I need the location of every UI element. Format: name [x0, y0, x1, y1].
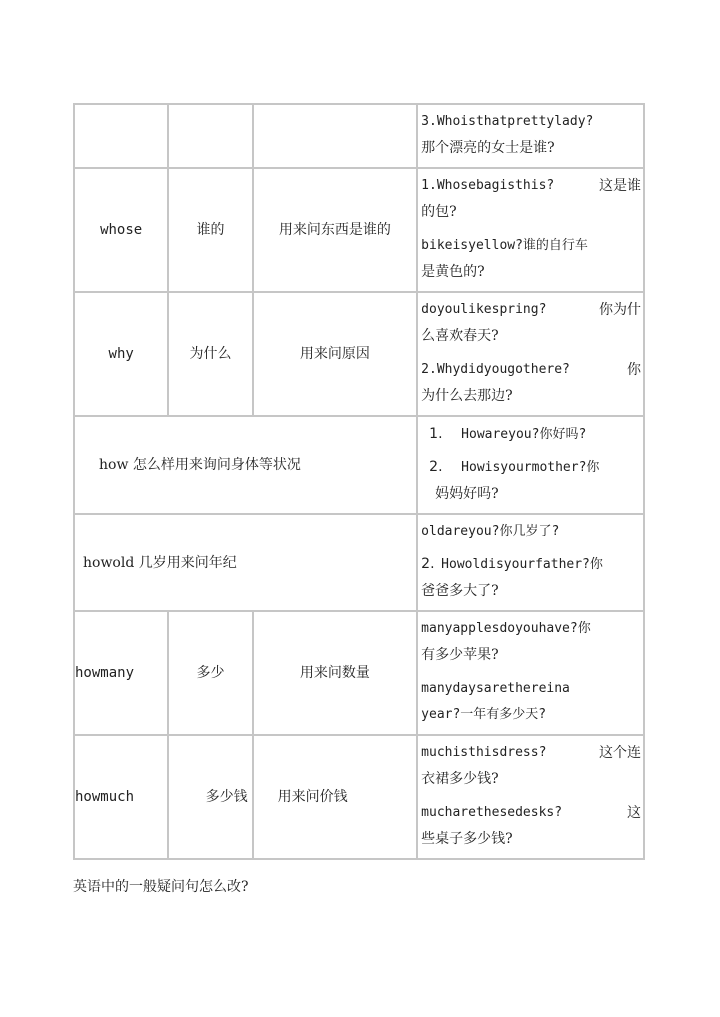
- example-en: Howareyou?你好吗?: [461, 427, 587, 442]
- example-en: Howoldisyourfather?你: [441, 557, 603, 572]
- example-zh: 这是谁: [599, 178, 641, 194]
- example-line: [421, 421, 641, 448]
- example-cell: [417, 104, 644, 168]
- word-cell: whose: [74, 168, 168, 292]
- example-zh: 你: [627, 362, 641, 378]
- example-en: Howisyourmother?你: [461, 460, 600, 475]
- word-cell: [74, 104, 168, 168]
- example-line: 有多少苹果?: [421, 647, 499, 663]
- example-cell: [417, 416, 644, 514]
- question-words-table: [73, 103, 645, 860]
- example-line: 那个漂亮的女士是谁?: [421, 140, 555, 156]
- meaning-cell: 为什么: [168, 292, 252, 416]
- usage-cell: 用来问数量: [253, 611, 418, 735]
- example-line: [421, 740, 641, 766]
- example-line: year?一年有多少天?: [421, 707, 547, 722]
- example-line: 3.Whoisthatprettylady?: [421, 114, 594, 129]
- example-line: oldareyou?你几岁了?: [421, 524, 560, 539]
- example-en: 1.Whosebagisthis?: [421, 178, 555, 193]
- table-row: [74, 104, 644, 168]
- meaning-cell: [168, 104, 252, 168]
- example-number: 2.: [429, 459, 443, 475]
- merged-cell: [74, 416, 417, 514]
- merged-cell: [74, 514, 417, 611]
- example-line: 妈妈好吗?: [435, 486, 499, 502]
- meaning-cell: 多少: [168, 611, 252, 735]
- table-row: [74, 514, 644, 611]
- example-line: manydaysarethereina: [421, 681, 570, 696]
- merged-text: howold 几岁用来问年纪: [83, 554, 237, 571]
- usage-cell: 用来问东西是谁的: [253, 168, 418, 292]
- example-line: [421, 173, 641, 199]
- example-zh: 这: [627, 805, 641, 821]
- example-line: [421, 297, 641, 323]
- table-row: [74, 611, 644, 735]
- example-cell: [417, 168, 644, 292]
- example-line: [421, 454, 641, 481]
- example-zh: 你为什: [599, 302, 641, 318]
- table-row: [74, 292, 644, 416]
- word-cell: howmuch: [74, 735, 168, 859]
- example-line: manyapplesdoyouhave?你: [421, 621, 591, 636]
- example-line: 些桌子多少钱?: [421, 831, 513, 847]
- example-line: 爸爸多大了?: [421, 583, 499, 599]
- section-question: 英语中的一般疑问句怎么改?: [73, 879, 249, 895]
- usage-cell: 用来问原因: [253, 292, 418, 416]
- example-line: 的包?: [421, 204, 457, 220]
- example-cell: [417, 514, 644, 611]
- example-line: 衣裙多少钱?: [421, 771, 499, 787]
- meaning-cell: 多少钱: [168, 735, 252, 859]
- example-number: 1.: [429, 426, 443, 442]
- example-zh: 这个连: [599, 745, 641, 761]
- example-cell: [417, 292, 644, 416]
- meaning-cell: 谁的: [168, 168, 252, 292]
- example-line: 为什么去那边?: [421, 388, 513, 404]
- example-line: 么喜欢春天?: [421, 328, 499, 344]
- word-cell: howmany: [74, 611, 168, 735]
- usage-cell: [253, 104, 418, 168]
- table-row: [74, 168, 644, 292]
- table-row: [74, 416, 644, 514]
- usage-cell: 用来问价钱: [253, 735, 418, 859]
- example-en: 2.Whydidyougothere?: [421, 362, 570, 377]
- example-line: bikeisyellow?谁的自行车: [421, 238, 588, 253]
- merged-text: how 怎么样用来询问身体等状况: [99, 457, 301, 473]
- example-number: 2.: [421, 556, 435, 572]
- example-line: 是黄色的?: [421, 264, 485, 280]
- table-row: [74, 735, 644, 859]
- word-cell: why: [74, 292, 168, 416]
- example-line: [421, 357, 641, 383]
- example-en: mucharethesedesks?: [421, 805, 563, 820]
- example-en: muchisthisdress?: [421, 745, 547, 760]
- example-line: [421, 800, 641, 826]
- example-line: [421, 551, 641, 578]
- example-cell: [417, 735, 644, 859]
- example-en: doyoulikespring?: [421, 302, 547, 317]
- example-cell: [417, 611, 644, 735]
